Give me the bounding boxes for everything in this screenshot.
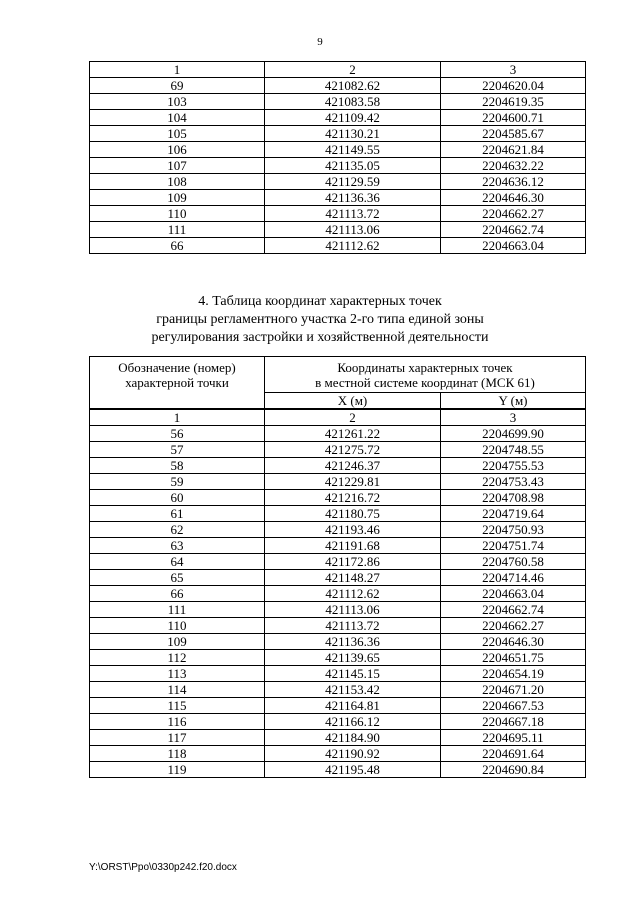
point-number-cell: 60 <box>90 490 265 506</box>
x-coordinate-cell: 421246.37 <box>265 458 441 474</box>
y-coordinate-cell: 2204636.12 <box>441 174 586 190</box>
y-coordinate-cell: 2204646.30 <box>441 634 586 650</box>
y-coordinate-cell: 2204753.43 <box>441 474 586 490</box>
table-row <box>90 634 586 650</box>
x-coordinate-cell: 421261.22 <box>265 426 441 442</box>
column-number-row <box>90 409 586 426</box>
y-coordinate-cell: 2204620.04 <box>441 78 586 94</box>
table-row <box>90 442 586 458</box>
point-number-cell: 66 <box>90 238 265 254</box>
point-number-cell: 62 <box>90 522 265 538</box>
table-row <box>90 618 586 634</box>
x-coordinate-cell: 421135.05 <box>265 158 441 174</box>
page-number: 9 <box>317 36 323 48</box>
column-number-cell: 3 <box>441 62 586 78</box>
y-coordinate-cell: 2204646.30 <box>441 190 586 206</box>
heading-line: границы регламентного участка 2-го типа единой зоны <box>156 312 484 327</box>
table-row <box>90 94 586 110</box>
table-row <box>90 730 586 746</box>
x-coordinate-cell: 421136.36 <box>265 634 441 650</box>
point-number-cell: 105 <box>90 126 265 142</box>
point-number-cell: 58 <box>90 458 265 474</box>
y-coordinate-cell: 2204748.55 <box>441 442 586 458</box>
x-coordinate-cell: 421216.72 <box>265 490 441 506</box>
y-coordinate-cell: 2204691.64 <box>441 746 586 762</box>
y-coordinate-cell: 2204667.53 <box>441 698 586 714</box>
x-coordinate-cell: 421109.42 <box>265 110 441 126</box>
column-number-cell: 1 <box>90 409 265 426</box>
x-coordinate-cell: 421113.06 <box>265 222 441 238</box>
point-number-cell: 63 <box>90 538 265 554</box>
point-number-cell: 57 <box>90 442 265 458</box>
x-coordinate-cell: 421112.62 <box>265 238 441 254</box>
table-row <box>90 522 586 538</box>
x-coordinate-cell: 421113.06 <box>265 602 441 618</box>
y-coordinate-cell: 2204662.74 <box>441 222 586 238</box>
file-path-footer: Y:\ORST\Ppo\0330p242.f20.docx <box>89 862 237 873</box>
table-row <box>90 682 586 698</box>
x-coordinate-cell: 421153.42 <box>265 682 441 698</box>
x-coordinate-cell: 421082.62 <box>265 78 441 94</box>
table-row <box>90 586 586 602</box>
coordinates-table <box>89 356 586 778</box>
x-coordinate-cell: 421166.12 <box>265 714 441 730</box>
table-row <box>90 650 586 666</box>
header-text: Координаты характерных точек <box>337 360 513 375</box>
column-number-cell: 1 <box>90 62 265 78</box>
x-coordinate-cell: 421275.72 <box>265 442 441 458</box>
x-coordinate-cell: 421195.48 <box>265 762 441 778</box>
y-coordinate-cell: 2204667.18 <box>441 714 586 730</box>
x-coordinate-cell: 421172.86 <box>265 554 441 570</box>
x-coordinate-cell: 421145.15 <box>265 666 441 682</box>
table-row <box>90 78 586 94</box>
point-number-cell: 118 <box>90 746 265 762</box>
x-coordinate-cell: 421149.55 <box>265 142 441 158</box>
table-row <box>90 126 586 142</box>
heading-line: 4. Таблица координат характерных точек <box>198 294 442 309</box>
table-row <box>90 190 586 206</box>
table-header-row <box>90 357 586 393</box>
table-row <box>90 458 586 474</box>
point-number-cell: 65 <box>90 570 265 586</box>
y-coordinate-cell: 2204708.98 <box>441 490 586 506</box>
x-coordinate-cell: 421113.72 <box>265 206 441 222</box>
y-coordinate-cell: 2204671.20 <box>441 682 586 698</box>
y-coordinate-cell: 2204662.27 <box>441 618 586 634</box>
table-row <box>90 762 586 778</box>
heading-line: регулирования застройки и хозяйственной деятельности <box>151 330 489 345</box>
x-coordinate-cell: 421191.68 <box>265 538 441 554</box>
point-number-cell: 103 <box>90 94 265 110</box>
point-number-cell: 110 <box>90 206 265 222</box>
y-coordinate-cell: 2204755.53 <box>441 458 586 474</box>
y-coordinate-cell: 2204750.93 <box>441 522 586 538</box>
point-number-cell: 61 <box>90 506 265 522</box>
column-number-cell: 2 <box>265 62 441 78</box>
table-row <box>90 426 586 442</box>
point-number-cell: 104 <box>90 110 265 126</box>
point-number-cell: 117 <box>90 730 265 746</box>
point-number-cell: 107 <box>90 158 265 174</box>
header-text: в местной системе координат (МСК 61) <box>315 375 535 390</box>
x-coordinate-cell: 421083.58 <box>265 94 441 110</box>
x-coordinate-cell: 421129.59 <box>265 174 441 190</box>
table-row <box>90 698 586 714</box>
x-coordinate-cell: 421229.81 <box>265 474 441 490</box>
point-number-cell: 119 <box>90 762 265 778</box>
table-heading <box>0 293 640 347</box>
point-number-cell: 56 <box>90 426 265 442</box>
x-coordinate-cell: 421136.36 <box>265 190 441 206</box>
y-coordinate-cell: 2204719.64 <box>441 506 586 522</box>
x-coordinate-cell: 421193.46 <box>265 522 441 538</box>
x-coordinate-cell: 421148.27 <box>265 570 441 586</box>
x-coordinate-cell: 421130.21 <box>265 126 441 142</box>
point-number-cell: 59 <box>90 474 265 490</box>
x-coordinate-cell: 421180.75 <box>265 506 441 522</box>
table-row <box>90 490 586 506</box>
point-number-cell: 64 <box>90 554 265 570</box>
y-coordinate-cell: 2204663.04 <box>441 238 586 254</box>
table-row <box>90 222 586 238</box>
table-row <box>90 110 586 126</box>
y-coordinate-cell: 2204619.35 <box>441 94 586 110</box>
y-coordinate-cell: 2204651.75 <box>441 650 586 666</box>
coordinates-table-continued <box>89 61 586 254</box>
y-coordinate-cell: 2204662.27 <box>441 206 586 222</box>
table-row <box>90 602 586 618</box>
x-coordinate-cell: 421190.92 <box>265 746 441 762</box>
y-coordinate-cell: 2204621.84 <box>441 142 586 158</box>
column-number-cell: 3 <box>441 409 586 426</box>
x-coordinate-cell: 421112.62 <box>265 586 441 602</box>
table-row <box>90 714 586 730</box>
point-number-cell: 66 <box>90 586 265 602</box>
table-row <box>90 158 586 174</box>
point-designation-header <box>90 357 265 410</box>
table-row <box>90 506 586 522</box>
table-header-row <box>90 62 586 78</box>
table-row <box>90 206 586 222</box>
coordinates-header <box>265 357 586 393</box>
y-coordinate-cell: 2204760.58 <box>441 554 586 570</box>
y-coordinate-cell: 2204714.46 <box>441 570 586 586</box>
table-row <box>90 746 586 762</box>
point-number-cell: 106 <box>90 142 265 158</box>
header-text: Обозначение (номер) <box>118 360 236 375</box>
table-row <box>90 174 586 190</box>
y-coordinate-cell: 2204600.71 <box>441 110 586 126</box>
point-number-cell: 110 <box>90 618 265 634</box>
x-coordinate-cell: 421139.65 <box>265 650 441 666</box>
table-row <box>90 474 586 490</box>
point-number-cell: 116 <box>90 714 265 730</box>
table-row <box>90 570 586 586</box>
y-header: Y (м) <box>441 393 586 410</box>
point-number-cell: 112 <box>90 650 265 666</box>
y-coordinate-cell: 2204690.84 <box>441 762 586 778</box>
x-coordinate-cell: 421113.72 <box>265 618 441 634</box>
y-coordinate-cell: 2204751.74 <box>441 538 586 554</box>
point-number-cell: 108 <box>90 174 265 190</box>
point-number-cell: 111 <box>90 222 265 238</box>
y-coordinate-cell: 2204699.90 <box>441 426 586 442</box>
table-row <box>90 538 586 554</box>
point-number-cell: 114 <box>90 682 265 698</box>
y-coordinate-cell: 2204632.22 <box>441 158 586 174</box>
y-coordinate-cell: 2204662.74 <box>441 602 586 618</box>
table-row <box>90 554 586 570</box>
y-coordinate-cell: 2204695.11 <box>441 730 586 746</box>
y-coordinate-cell: 2204654.19 <box>441 666 586 682</box>
table-row <box>90 666 586 682</box>
point-number-cell: 113 <box>90 666 265 682</box>
x-coordinate-cell: 421164.81 <box>265 698 441 714</box>
point-number-cell: 111 <box>90 602 265 618</box>
point-number-cell: 69 <box>90 78 265 94</box>
table-row <box>90 142 586 158</box>
x-header: X (м) <box>265 393 441 410</box>
point-number-cell: 115 <box>90 698 265 714</box>
point-number-cell: 109 <box>90 190 265 206</box>
y-coordinate-cell: 2204585.67 <box>441 126 586 142</box>
x-coordinate-cell: 421184.90 <box>265 730 441 746</box>
point-number-cell: 109 <box>90 634 265 650</box>
header-text: характерной точки <box>125 375 229 390</box>
table-row <box>90 238 586 254</box>
column-number-cell: 2 <box>265 409 441 426</box>
y-coordinate-cell: 2204663.04 <box>441 586 586 602</box>
